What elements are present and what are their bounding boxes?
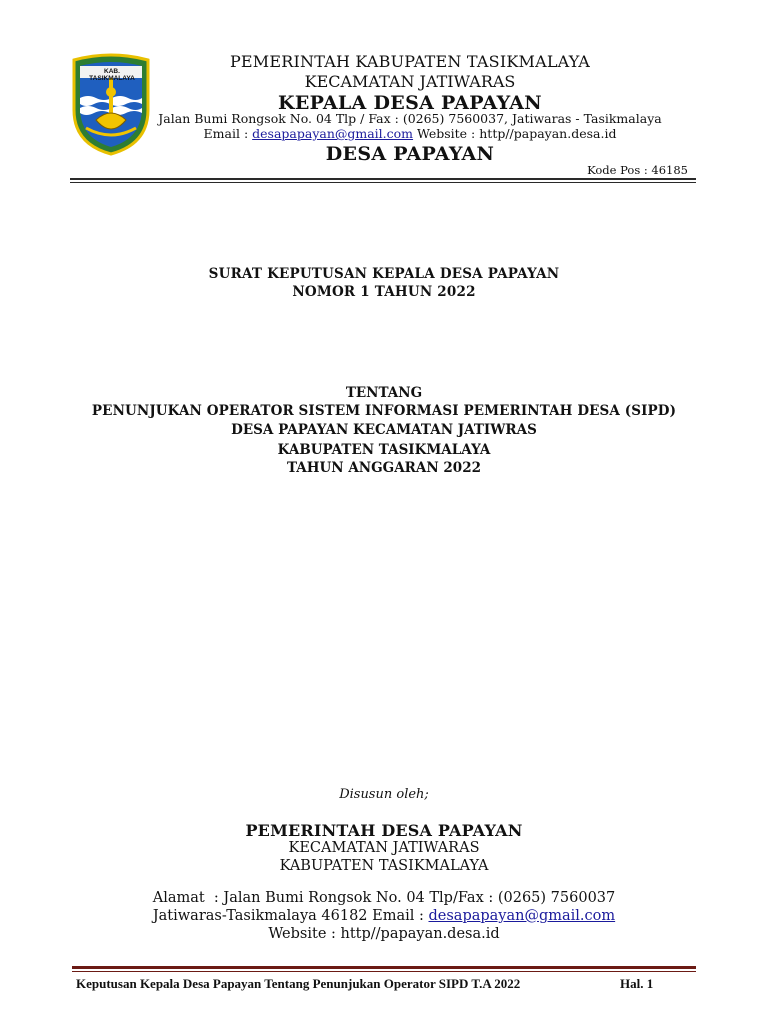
letterhead-office: KEPALA DESA PAPAYAN	[278, 92, 542, 114]
address-line: Alamat : Jalan Bumi Rongsok No. 04 Tlp/Fax : (0265) 7560037	[152, 890, 616, 906]
letterhead-government: PEMERINTAH KABUPATEN TASIKMALAYA	[229, 52, 591, 71]
footer-text: Keputusan Kepala Desa Papayan Tentang Penunjukan Operator SIPD T.A 2022	[76, 976, 521, 991]
subject-heading: TENTANG	[345, 385, 423, 401]
email-link[interactable]: desapapayan@gmail.com	[428, 908, 616, 924]
decree-number: NOMOR 1 TAHUN 2022	[292, 284, 476, 300]
prepared-by-kecamatan: KECAMATAN JATIWARAS	[288, 840, 480, 856]
subject-line: KABUPATEN TASIKMALAYA	[277, 442, 491, 458]
prepared-by-label: Disusun oleh;	[339, 787, 429, 802]
page-number: Hal. 1	[620, 976, 654, 991]
address-text: Jatiwaras-Tasikmalaya 46182 Email :	[152, 908, 429, 924]
letterhead-kecamatan: KECAMATAN JATIWARAS	[304, 72, 516, 91]
subject-line: DESA PAPAYAN KECAMATAN JATIWRAS	[231, 422, 537, 438]
letterhead-contact	[140, 126, 680, 141]
postal-code: Kode Pos : 46185	[587, 163, 688, 177]
letterhead-divider-thin	[70, 182, 696, 183]
letterhead-desa: DESA PAPAYAN	[325, 143, 495, 165]
email-label: Email :	[203, 126, 253, 141]
subject-line: TAHUN ANGGARAN 2022	[286, 460, 481, 476]
logo-banner-text: KAB. TASIKMALAYA	[89, 68, 135, 82]
footer-divider	[72, 966, 696, 969]
footer-divider-thin	[72, 971, 696, 972]
address-line	[0, 908, 768, 924]
decree-title: SURAT KEPUTUSAN KEPALA DESA PAPAYAN	[208, 266, 560, 282]
letterhead-divider	[70, 178, 696, 180]
website-text: Website : http//papayan.desa.id	[413, 126, 617, 141]
website-line: Website : http//papayan.desa.id	[268, 926, 500, 942]
prepared-by-org: PEMERINTAH DESA PAPAYAN	[245, 821, 523, 840]
email-link[interactable]: desapapayan@gmail.com	[252, 126, 414, 141]
subject-line: PENUNJUKAN OPERATOR SISTEM INFORMASI PEMERINTAH DESA (SIPD)	[91, 403, 677, 419]
letterhead-address: Jalan Bumi Rongsok No. 04 Tlp / Fax : (0265) 7560037, Jatiwaras - Tasikmalaya	[158, 111, 662, 126]
prepared-by-kabupaten: KABUPATEN TASIKMALAYA	[279, 858, 489, 874]
